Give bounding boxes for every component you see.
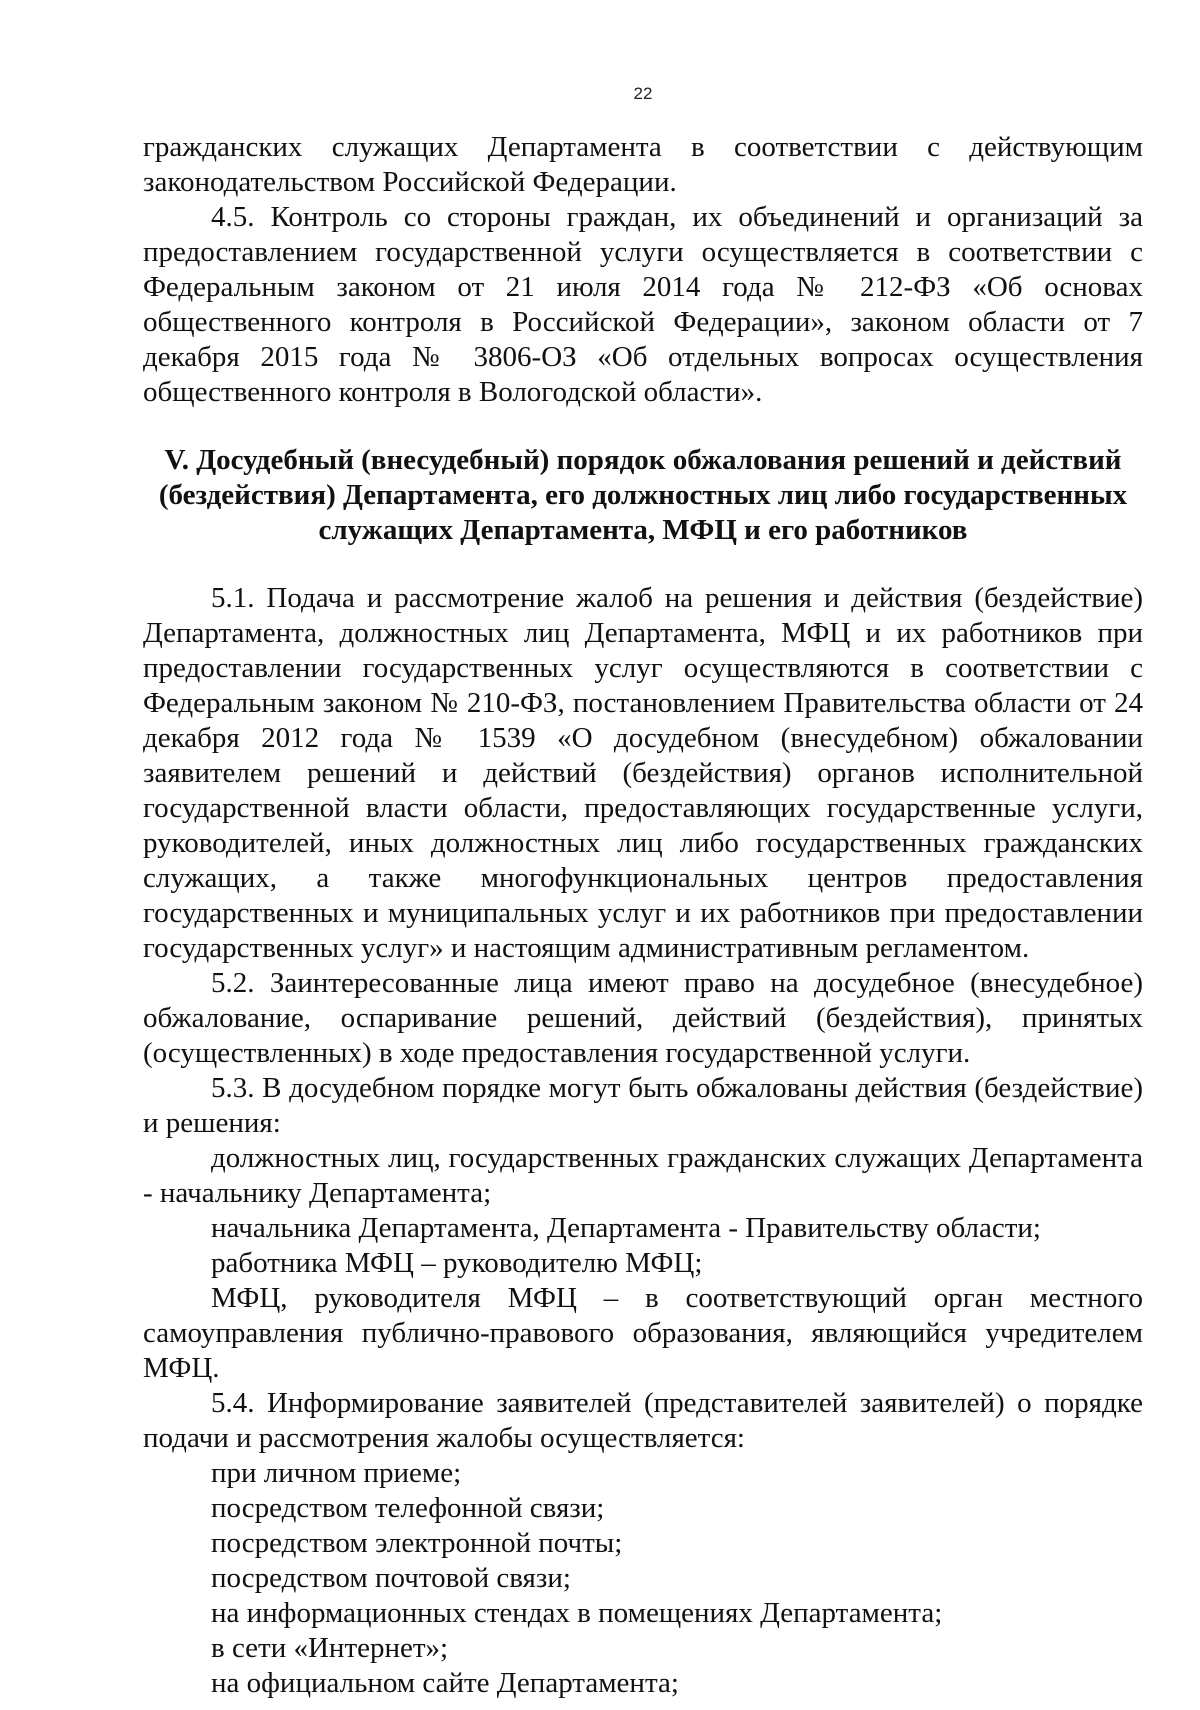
- para-continuation: гражданских служащих Департамента в соответствии с действующим законодательством Российской Федерации.: [143, 131, 1143, 198]
- item-5-4-g: на официальном сайте Департамента;: [211, 1667, 679, 1699]
- para-5-2: 5.2. Заинтересованные лица имеют право на досудебное (внесудебное) обжалование, оспаривание решений, действий (бездействия), принятых (осуществленных) в ходе предоставления государственной услуги.: [143, 967, 1143, 1069]
- item-5-3-a: должностных лиц, государственных гражданских служащих Департамента - начальнику Департамента;: [143, 1142, 1143, 1209]
- section-heading-line-2: (бездействия) Департамента, его должностных лиц либо государственных: [158, 479, 1128, 511]
- item-5-4-a: при личном приеме;: [211, 1457, 462, 1489]
- page-number: 22: [633, 84, 653, 103]
- para-4-5: 4.5. Контроль со стороны граждан, их объединений и организаций за предоставлением государственной услуги осуществляется в соответствии с Федеральным законом от 21 июля 2014 года № 212-ФЗ «Об основах общественного контроля в Российской Федерации», законом области от 7 декабря 2015 года № 3806-ОЗ «Об отдельных вопросах осуществления общественного контроля в Вологодской области».: [143, 201, 1143, 408]
- para-5-4: 5.4. Информирование заявителей (представителей заявителей) о порядке подачи и рассмотрения жалобы осуществляется:: [143, 1387, 1143, 1454]
- item-5-3-c: работника МФЦ – руководителю МФЦ;: [211, 1247, 703, 1279]
- para-5-1: 5.1. Подача и рассмотрение жалоб на решения и действия (бездействие) Департамента, должностных лиц Департамента, МФЦ и их работников при предоставлении государственных услуг осуществляются в соответствии с Федеральным законом № 210-ФЗ, постановлением Правительства области от 24 декабря 2012 года № 1539 «О досудебном (внесудебном) обжаловании заявителем решений и действий (бездействия) органов исполнительной государственной власти области, предоставляющих государственные услуги, руководителей, иных должностных лиц либо государственных гражданских служащих, а также многофункциональных центров предоставления государственных и муниципальных услуг и их работников при предоставлении государственных услуг» и настоящим административным регламентом.: [143, 582, 1143, 964]
- section-heading-line-1: V. Досудебный (внесудебный) порядок обжалования решений и действий: [164, 444, 1122, 476]
- item-5-3-d: МФЦ, руководителя МФЦ – в соответствующий орган местного самоуправления публично-правового образования, являющийся учредителем МФЦ.: [143, 1282, 1143, 1384]
- section-heading-line-3: служащих Департамента, МФЦ и его работников: [318, 514, 968, 546]
- para-5-3: 5.3. В досудебном порядке могут быть обжалованы действия (бездействие) и решения:: [143, 1072, 1143, 1139]
- item-5-4-c: посредством электронной почты;: [211, 1527, 623, 1559]
- item-5-4-d: посредством почтовой связи;: [211, 1562, 571, 1594]
- section-heading: [143, 443, 1143, 548]
- document-body: [143, 130, 1143, 1701]
- paragraphs-top: [143, 130, 1143, 410]
- item-5-4-b: посредством телефонной связи;: [211, 1492, 605, 1524]
- item-5-4-e: на информационных стендах в помещениях Департамента;: [211, 1597, 943, 1629]
- item-5-4-f: в сети «Интернет»;: [211, 1632, 449, 1664]
- paragraphs-bottom: [143, 581, 1143, 1701]
- item-5-3-b: начальника Департамента, Департамента - Правительству области;: [211, 1212, 1041, 1244]
